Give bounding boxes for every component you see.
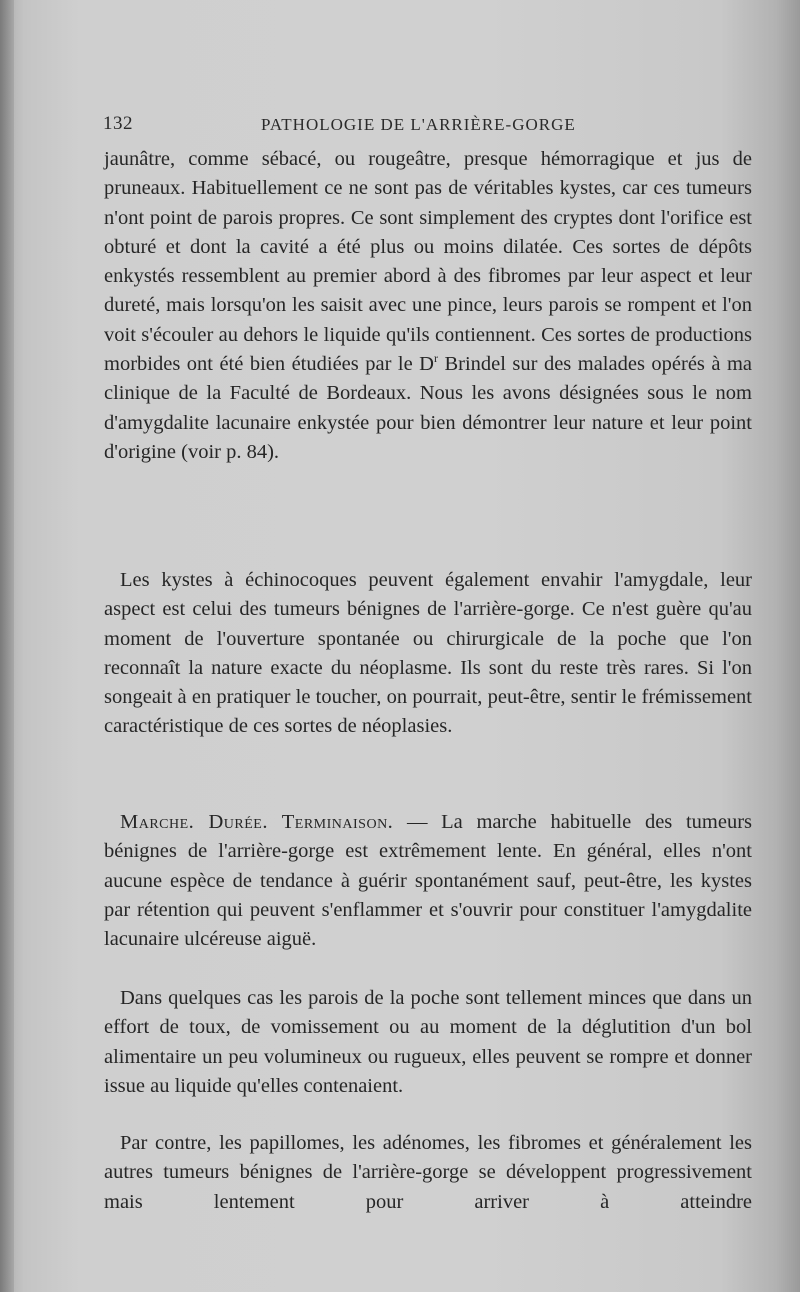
paragraph-marche [104,808,752,954]
paragraph-continuation [104,145,752,467]
paragraph-par-contre [104,1129,752,1217]
paragraph-text: Dans quelques cas les parois de la poche sont tellement minces que dans un effort de toux, de vomissement ou au moment de la déglutition d'un bol alimentaire un peu volumineux ou rugueux, elles peuvent se rompre et donner issue au liquide qu'elles contenaient. [104,987,752,1097]
paragraph-parois [104,984,752,1101]
page-number: 132 [103,113,133,134]
superscript: r [433,351,438,366]
paragraph-text: Brindel sur des malades opérés à ma clinique de la Faculté de Bordeaux. Nous les avons désignées sous le nom d'amygdalite lacunaire enkystée pour bien démontrer leur nature et leur point d'origine (voir p. 84). [104,353,752,463]
paragraph-text: Par contre, les papillomes, les adénomes, les fibromes et généralement les autres tumeurs bénignes de l'arrière-gorge se développent progressivement mais lentement pour arriver à atteindre [104,1132,752,1213]
paragraph-text: jaunâtre, comme sébacé, ou rougeâtre, presque hémorragique et jus de pruneaux. Habituellement ce ne sont pas de véritables kystes, car ces tumeurs n'ont point de parois propres. Ce sont simplement des cryptes dont l'orifice est obturé et dont la cavité a été plus ou moins dilatée. Ces sortes de dépôts enkystés ressemblent au premier abord à des fibromes par leur aspect et leur dureté, mais lorsqu'on les saisit avec une pince, leurs parois se rompent et l'on voit s'écouler au dehors le liquide qu'ils contiennent. Ces sortes de productions morbides ont été bien étudiées par le D [104,148,752,376]
paragraph-echinococcus [104,566,752,742]
running-title: PATHOLOGIE DE L'ARRIÈRE-GORGE [261,115,576,134]
section-heading: Marche. Durée. Terminaison. [120,811,394,833]
page-header [103,113,753,143]
page-gutter [0,0,14,1292]
paragraph-text: Les kystes à échinocoques peuvent également envahir l'amygdale, leur aspect est celui des tumeurs bénignes de l'arrière-gorge. Ce n'est guère qu'au moment de l'ouverture spontanée ou chirurgicale de la poche que l'on reconnaît la nature exacte du néoplasme. Ils sont du reste très rares. Si l'on songeait à en pratiquer le toucher, on pourrait, peut-être, sentir le frémissement caractéristique de ces sortes de néoplasies. [104,569,752,738]
paragraph-text: — La marche habituelle des tumeurs bénignes de l'arrière-gorge est extrêmement lente. En général, elles n'ont aucune espèce de tendance à guérir spontanément sauf, peut-être, les kystes par rétention qui peuvent s'enflammer et s'ouvrir pour constituer l'amygdalite lacunaire ulcéreuse aiguë. [104,811,753,951]
